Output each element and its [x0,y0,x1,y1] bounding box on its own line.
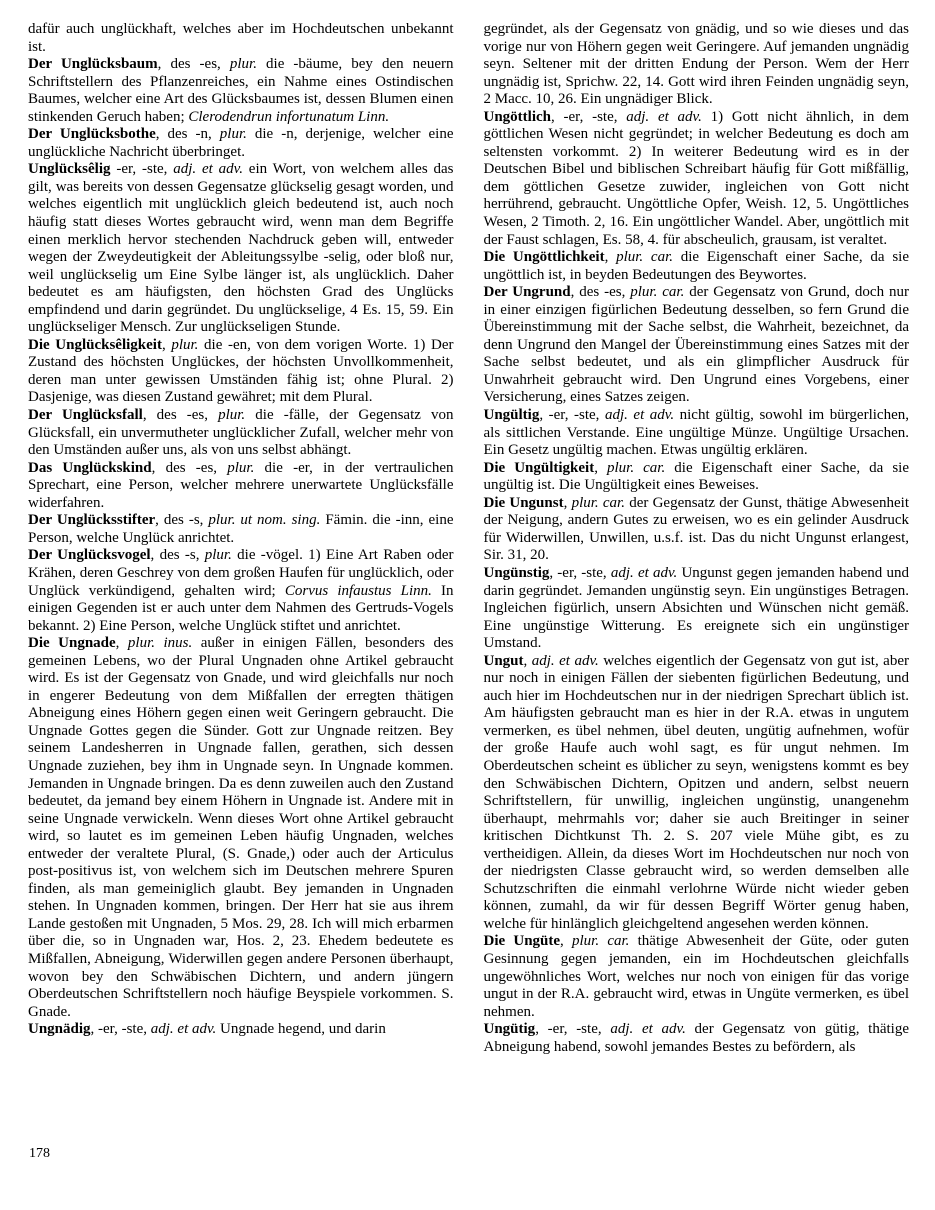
headword: Das Unglückskind [28,459,152,476]
dictionary-entry [484,284,910,407]
entry-text: , [594,459,608,476]
grammar-note: plur. [204,547,232,564]
grammar-note: adj. et adv. [150,1021,217,1038]
entry-text: die -n, derjenige, welcher eine unglückliche Nachricht überbringet. [28,126,454,160]
grammar-note: adj. et adv. [626,108,702,125]
grammar-note: plur. car. [616,249,674,266]
dictionary-entry [484,407,910,460]
entry-text: , -er, -ste, [90,1021,151,1038]
entry-text: die -vögel. 1) Eine Art Raben oder Krähen, deren Geschrey von dem großen Haufen für unglücklich, oder Unglück verkündigend, gehalten wird; [28,547,454,599]
entry-text: , [115,635,128,652]
entry-text: die Eigenschaft einer Sache, da sie ungültig ist. Die Ungültigkeit eines Beweises. [483,459,909,494]
entry-text: Fämin. die -inn, eine Person, welche Unglück anrichtet. [28,512,454,546]
grammar-note: plur. [218,407,246,424]
entry-text: , des -s, [155,512,209,529]
dictionary-entry [484,933,910,1021]
dictionary-entry [28,161,454,336]
entry-text: Ungnade hegend, und darin [216,1021,386,1038]
entry-text: welches eigentlich der Gegensatz von gut ist, aber nur noch in einigen Fällen der siebenten figürlichen Bedeutung, und auch hier im Hochdeutschen nur in der niedrigen Sprechart üblich ist. Am häufigsten gebraucht man es hier in der R.A. etwas in ungutem vermerken, es übel nehmen, übel deuten, ungütig aufnehmen, wofür der große Haufe auch wohl sagt, es für ungut nehmen. Im Oberdeutschen scheint es üblicher zu seyn, wenigstens kommt es bey den Schwäbischen Dichtern, Opitzen und andern, selbst neuern Schriftstellern, für unwillig, ingleichen ungünstig, unangenehm überhaupt, mehrmahls vor; daher sie auch Breitinger in seiner kritischen Dichtkunst Th. 2. S. 207 viele Mühe gibt, es zu vertheidigen. Allein, da dieses Wort im Hochdeutschen nur noch von der niedrigsten Classe gebraucht wird, so werden demselben alle Schutzschriften die einmahl verlohrne Würde nicht wieder geben können, zumahl, da wir für dessen Begriff Wörter genug haben, welche für hinlänglich gleichgeltend angesehen werden können. [483,652,909,932]
grammar-note: plur. [227,459,255,476]
grammar-note: adj. et adv. [610,1021,686,1038]
dictionary-entry [28,547,454,635]
grammar-note: plur. ut nom. sing. [208,512,321,529]
entry-text: , -er, -ste, [549,564,611,581]
grammar-note: plur. car. [571,494,625,511]
grammar-note: Corvus infaustus Linn. [284,582,432,599]
headword: Die Ungunst [483,494,564,511]
headword: Ungütig [483,1021,536,1038]
dictionary-entry [28,635,454,1021]
headword: Die Ungöttlichkeit [483,249,605,266]
entry-text: , [563,494,572,511]
grammar-note: plur. [219,126,247,143]
headword: Ungut [483,652,524,669]
headword: Die Ungnade [28,635,116,652]
dictionary-entry [28,512,454,547]
grammar-note: adj. et adv. [604,407,675,424]
headword: Der Unglücksstifter [28,512,156,529]
entry-text: die -er, in der vertraulichen Sprechart, eine Person, welcher mehrere unerwartete Unglücksfälle widerfahren. [28,459,454,511]
entry-text: Ungunst gegen jemanden habend und darin gegründet. Jemanden ungünstig seyn. Ein ungünstiges Betragen. Ingleichen figürlich, unsern Absichten und Wünschen nicht gemäß. Eine ungünstige Witterung. Es ereignete sich ein ungünstiger Umstand. [483,564,909,652]
page-number: 178 [29,1146,50,1161]
entry-text: der Gegensatz von gütig, thätige Abneigung habend, sowohl jemandes Bestes zu befördern, als [483,1021,909,1055]
entry-text: gegründet, als der Gegensatz von gnädig, und so wie dieses und das vorige nur von Höhern gegen weit Geringere. Auf jemanden ungnädig seyn. Seltener mit der dritten Endung der Person. Wem der Herr ungnädig ist, Sprichw. 22, 14. Gott wird ihren Feinden ungnädig seyn, 2 Macc. 10, 26. Ein ungnädiger Blick. [483,21,909,108]
dictionary-entry [28,21,454,56]
headword: Der Unglücksbaum [28,56,158,73]
headword: Ungültig [483,407,540,424]
entry-text: der Gegensatz der Gunst, thätige Abwesenheit der Neigung, andern Gutes zu erweisen, wo es ein gelinder Ausdruck für Widerwillen, Unwillen, u.s.f. ist. Das du nicht Ungunst erlangest, Sir. 31, 20. [483,494,909,564]
grammar-note: plur. inus. [127,635,193,652]
dictionary-entry [28,337,454,407]
dictionary-entry [28,1021,454,1039]
entry-text: 1) Gott nicht ähnlich, in dem göttlichen Wesen nicht gegründet; in welcher Bedeutung es doch am seltensten vorkommt. 2) In weiterer Bedeutung wird es in der Deutschen Bibel und biblischen Schreibart häufig für Gott mißfällig, dem göttlichen Gesetze zuwider, ingleichen von Gott nicht herrührend, gebraucht. Ungöttliche Opfer, Weish. 12, 5. Ungöttliches Wesen, 2 Timoth. 2, 16. Ein ungöttlicher Wandel. Aber, ungöttlich mit der Faust schlagen, Es. 58, 4. für abscheulich, grausam, ist veraltet. [483,108,909,248]
dictionary-entry [484,249,910,284]
entry-text: ein Wort, von welchem alles das gilt, was bereits von dessen Gegensatze glückselig gesagt worden, und welches eigentlich mit unglücklich gleich bedeutend ist, auch noch häufig statt dieses Wortes gebraucht wird, wenn man dem Begriffe einen merklich hervor stechenden Nachdruck geben will, entweder wegen der Zweydeutigkeit der Ableitungssylbe -selig, oder bloß nur, weil unglückselig um Eine Sylbe länger ist, als unglücklich. Daher bedeutet es am häufigsten, den höchsten Grad des Unglücks empfindend und darin gegründet. Du unglückselige, 4 Es. 15, 59. Ein unglückseliger Mensch. Zur unglückseligen Stunde. [28,161,454,336]
grammar-note: adj. et adv. [173,161,243,178]
entry-text: , des -es, [142,407,219,424]
dictionary-entry [28,56,454,126]
dictionary-entry [484,21,910,109]
headword: Unglücksêlig [28,161,111,178]
grammar-note: adj. et adv. [610,564,678,581]
column-left [28,21,454,1056]
entry-text: , [604,249,617,266]
entry-text: außer in einigen Fällen, besonders des gemeinen Lebens, wo der Plural Ungnaden ohne Artikel gebraucht wird. Es ist der Gegensatz von Gnade, und wird gleichfalls nur noch in engerer Bedeutung von dem Mißfallen der erregten thätigen Abneigung eines Höhern gegen einen weit Geringern gebraucht. Die Ungnade Gottes gegen die Sünder. Gott zur Ungnade reitzen. Bey seinem Landesherren in Ungnade fallen, gerathen, sich dessen Ungnade zuziehen, bey ihm in Ungnade seyn. In Ungnade kommen. Jemanden in Ungnade bringen. Da es denn zuweilen auch den Zustand bedeutet, da jemand bey einem Höhern in Ungnade ist. Andere mit in seine Ungnade verwickeln. Wenn dieses Wort ohne Artikel gebraucht wird, so lautet es im gemeinen Leben häufig Ungnaden, welches entweder der veraltete Plural, (S. Gnade,) oder auch der Articulus post-positivus ist, von welchem sich im Deutschen mehrere Spuren finden, als man gemeiniglich glaubt. Bey jemanden in Ungnaden stehen. In Ungnaden kommen, bringen. Der Herr hat sie aus ihrem Lande gestoßen mit Ungnaden, 5 Mos. 29, 28. Ich will mich erbarmen über die, so in Ungnaden war, Hos. 2, 23. Ehedem bedeutete es Mißfallen, Abneigung, Widerwillen gegen andere Personen überhaupt, wovon bey den Schwäbischen Dichtern, und andern jüngern Oberdeutschen Schriftstellern noch häufige Beyspiele vorkommen. S. Gnade. [28,635,454,1020]
dictionary-entry [28,126,454,161]
entry-text: , des -es, [157,56,230,73]
headword: Der Unglücksvogel [28,547,151,564]
entry-text: die -en, von dem vorigen Worte. 1) Der Zustand des höchsten Unglückes, der höchsten Unvollkommenheit, deren man unter gewissen Umständen fähig ist; ohne Plural. 2) Dasjenige, was diesen Zustand gewähret; mit dem Plural. [28,336,454,406]
headword: Ungöttlich [483,108,551,125]
grammar-note: Clerodendrun infortunatum Linn. [188,108,390,125]
entry-text: -er, -ste, [110,161,174,178]
dictionary-entry [484,1021,910,1056]
dictionary-entry [28,460,454,513]
column-right [484,21,910,1056]
entry-text: , -er, -ste, [535,1021,611,1038]
grammar-note: plur. car. [572,933,630,950]
headword: Die Ungüte [483,933,561,950]
headword: Der Unglücksbothe [28,126,156,143]
entry-text: , des -es, [151,459,228,476]
entry-text: die Eigenschaft einer Sache, da sie ungöttlich ist, in beyden Bedeutungen des Beywortes. [483,249,909,283]
headword: Der Ungrund [483,284,571,301]
entry-text: In einigen Gegenden ist er auch unter dem Nahmen des Gertruds-Vogels bekannt. 2) Eine Person, welche Unglück stiftet und anrichtet. [28,582,454,634]
entry-text: , [560,933,573,950]
entry-text: , [161,336,172,353]
entry-text: , des -n, [155,126,220,143]
entry-text: nicht gültig, sowohl im bürgerlichen, als sittlichen Verstande. Eine ungültige Münze. Ungültige Ursachen. Ein Gesetz ungültig machen. Etwas ungültig erklären. [483,407,909,459]
entry-text: , -er, -ste, [539,407,605,424]
dictionary-entry [484,495,910,565]
headword: Die Unglücksêligkeit [28,336,162,353]
entry-text: der Gegensatz von Grund, doch nur in einer einzigen figürlichen Bedeutung desselben, so fern Grund die Übereinstimmung mit der Sache selbst, die Wahrheit, bezeichnet, da denn Ungrund den Mangel der Übereinstimmung eines Satzes mit der Sache selbst bedeutet, und als ein glimpflicher Ausdruck für Unwahrheit gebraucht wird. Den Ungrund eines Vorgebens, einer Versicherung, eines Satzes zeigen. [483,284,909,406]
grammar-note: plur. [229,56,257,73]
grammar-note: plur. car. [607,459,666,476]
dictionary-entry [484,109,910,249]
headword: Ungnädig [28,1021,91,1038]
dictionary-entry [484,653,910,934]
grammar-note: adj. et adv. [531,652,599,669]
entry-text: die -bäume, bey den neuern Schriftstellern des Pflanzenreiches, ein Nahme eines Ostindischen Baumes, welcher eine Art des Glücksbaumes ist, dessen Blumen einen stinkenden Geruch haben; [28,56,454,125]
entry-text: , des -s, [150,547,205,564]
headword: Die Ungültigkeit [483,459,595,476]
grammar-note: plur. [171,336,199,353]
headword: Der Unglücksfall [28,407,143,424]
entry-text: , [523,652,532,669]
dictionary-entry [484,565,910,653]
entry-text: , des -es, [570,284,631,301]
dictionary-entry [484,460,910,495]
entry-text: thätige Abwesenheit der Güte, oder guten Gesinnung gegen jemanden, ein im Hochdeutschen gleichfalls ungewöhnliches Wort, welches nur noch von einigen für das vorige ungut in der R.A. gebraucht wird, etwas in Ungüte vermerken, es übel nehmen. [483,933,910,1020]
entry-text: dafür auch unglückhaft, welches aber im Hochdeutschen unbekannt ist. [28,21,454,55]
grammar-note: plur. car. [630,284,685,301]
entry-text: die -fälle, der Gegensatz von Glücksfall, ein unvermutheter unglücklicher Zufall, welcher mehr von den Umständen außer uns, als von uns selbst abhängt. [28,407,454,459]
dictionary-entry [28,407,454,460]
entry-text: , -er, -ste, [551,108,627,125]
headword: Ungünstig [483,564,550,581]
